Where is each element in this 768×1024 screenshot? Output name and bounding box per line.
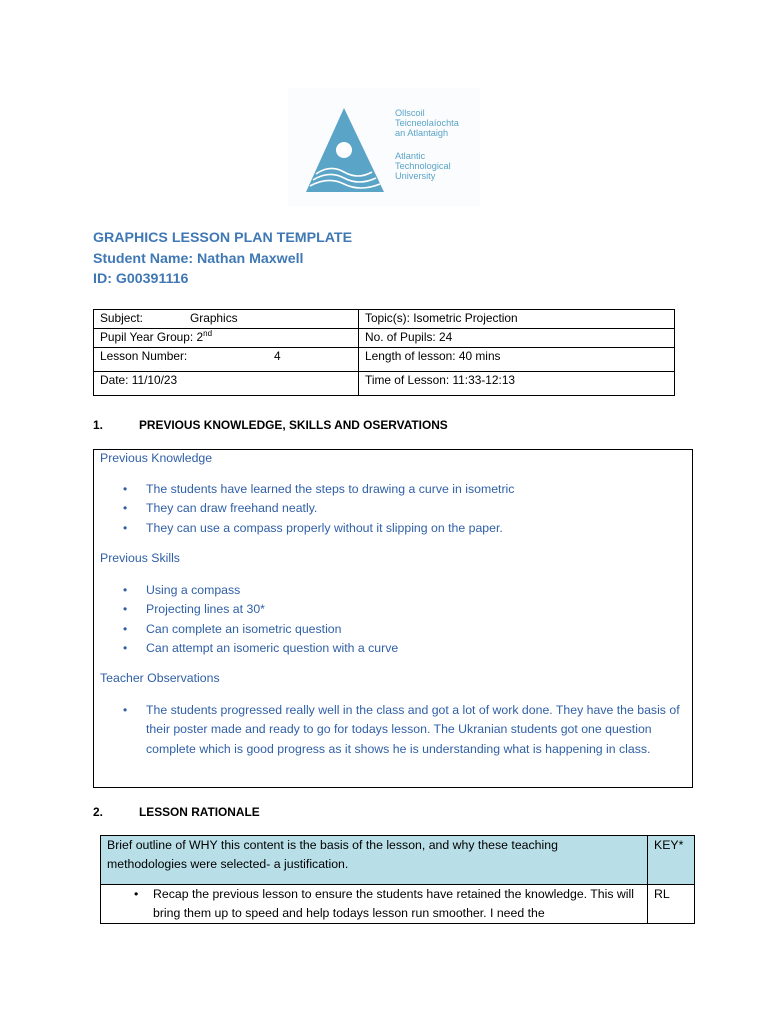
year-group-cell <box>94 329 359 348</box>
student-name: Student Name: Nathan Maxwell <box>93 250 304 267</box>
logo-line: Technological <box>395 160 451 171</box>
section-number: 2. <box>93 805 103 819</box>
previous-knowledge-label: Previous Knowledge <box>100 451 213 465</box>
table-row <box>94 348 675 372</box>
list-item: • They can use a compass properly without it slipping on the paper. <box>94 519 686 538</box>
logo-wordmark <box>395 108 480 181</box>
lesson-number-cell <box>94 348 359 372</box>
year-group-sup: nd <box>203 329 213 338</box>
table-row <box>94 329 675 348</box>
date-cell: Date: 11/10/23 <box>94 372 359 396</box>
rationale-header-text: Brief outline of WHY this content is the basis of the lesson, and why these teaching methodologies were selected- a justification. <box>101 836 648 885</box>
skills-list <box>94 581 686 659</box>
table-row <box>94 372 675 396</box>
logo-line: an Atlantaigh <box>395 128 449 139</box>
topic-cell: Topic(s): Isometric Projection <box>359 310 675 329</box>
lesson-number-label: Lesson Number: <box>100 349 188 363</box>
rationale-row-key: RL <box>648 885 695 924</box>
previous-skills-label: Previous Skills <box>100 551 180 565</box>
logo-line: Ollscoil <box>395 108 425 118</box>
lesson-rationale-table <box>100 835 695 924</box>
list-item: • They can draw freehand neatly. <box>94 499 686 518</box>
student-id: ID: G00391116 <box>93 271 189 287</box>
rationale-bullet: • Recap the previous lesson to ensure the students have retained the knowledge. This will bring them up to speed and help todays lesson run smoother. I need the <box>107 885 641 923</box>
section-1-heading <box>93 418 448 432</box>
year-group-text: Pupil Year Group: 2 <box>100 330 204 344</box>
logo-line: Teicneolaíochta <box>395 118 459 129</box>
section-number: 1. <box>93 418 103 432</box>
atu-logo-icon <box>304 106 388 194</box>
section-2-heading <box>93 805 260 819</box>
list-item: • Using a compass <box>94 581 686 600</box>
university-logo <box>288 88 480 206</box>
subject-cell <box>94 310 359 329</box>
teacher-observations-label: Teacher Observations <box>100 671 220 685</box>
knowledge-list <box>94 480 686 538</box>
lesson-info-table <box>93 309 675 396</box>
rationale-row-text <box>101 885 648 924</box>
rationale-header-key: KEY* <box>648 836 695 885</box>
page-title: GRAPHICS LESSON PLAN TEMPLATE <box>93 230 353 246</box>
section-title: PREVIOUS KNOWLEDGE, SKILLS AND OSERVATIONS <box>139 418 448 432</box>
title-block <box>93 228 352 290</box>
length-cell: Length of lesson: 40 mins <box>359 348 675 372</box>
subject-label: Subject: <box>100 311 143 325</box>
time-cell: Time of Lesson: 11:33-12:13 <box>359 372 675 396</box>
observations-list <box>94 701 686 759</box>
pupils-cell: No. of Pupils: 24 <box>359 329 675 348</box>
list-item: • The students have learned the steps to drawing a curve in isometric <box>94 480 686 499</box>
list-item: • Can attempt an isomeric question with a curve <box>94 639 686 658</box>
previous-knowledge-box <box>93 449 693 788</box>
table-row <box>94 310 675 329</box>
list-item: • The students progressed really well in the class and got a lot of work done. They have the basis of their poster made and ready to go for todays lesson. The Ukranian students got one question complete which is good progress as it shows he is understanding what is happening in class. <box>94 701 686 759</box>
list-item: • Can complete an isometric question <box>94 620 686 639</box>
lesson-number-value: 4 <box>274 349 281 363</box>
logo-line: University <box>395 171 436 182</box>
subject-value: Graphics <box>190 311 238 325</box>
table-row <box>101 836 695 885</box>
logo-line: Atlantic <box>395 150 426 161</box>
list-item: • Projecting lines at 30* <box>94 600 686 619</box>
section-title: LESSON RATIONALE <box>139 805 260 819</box>
table-row <box>101 885 695 924</box>
